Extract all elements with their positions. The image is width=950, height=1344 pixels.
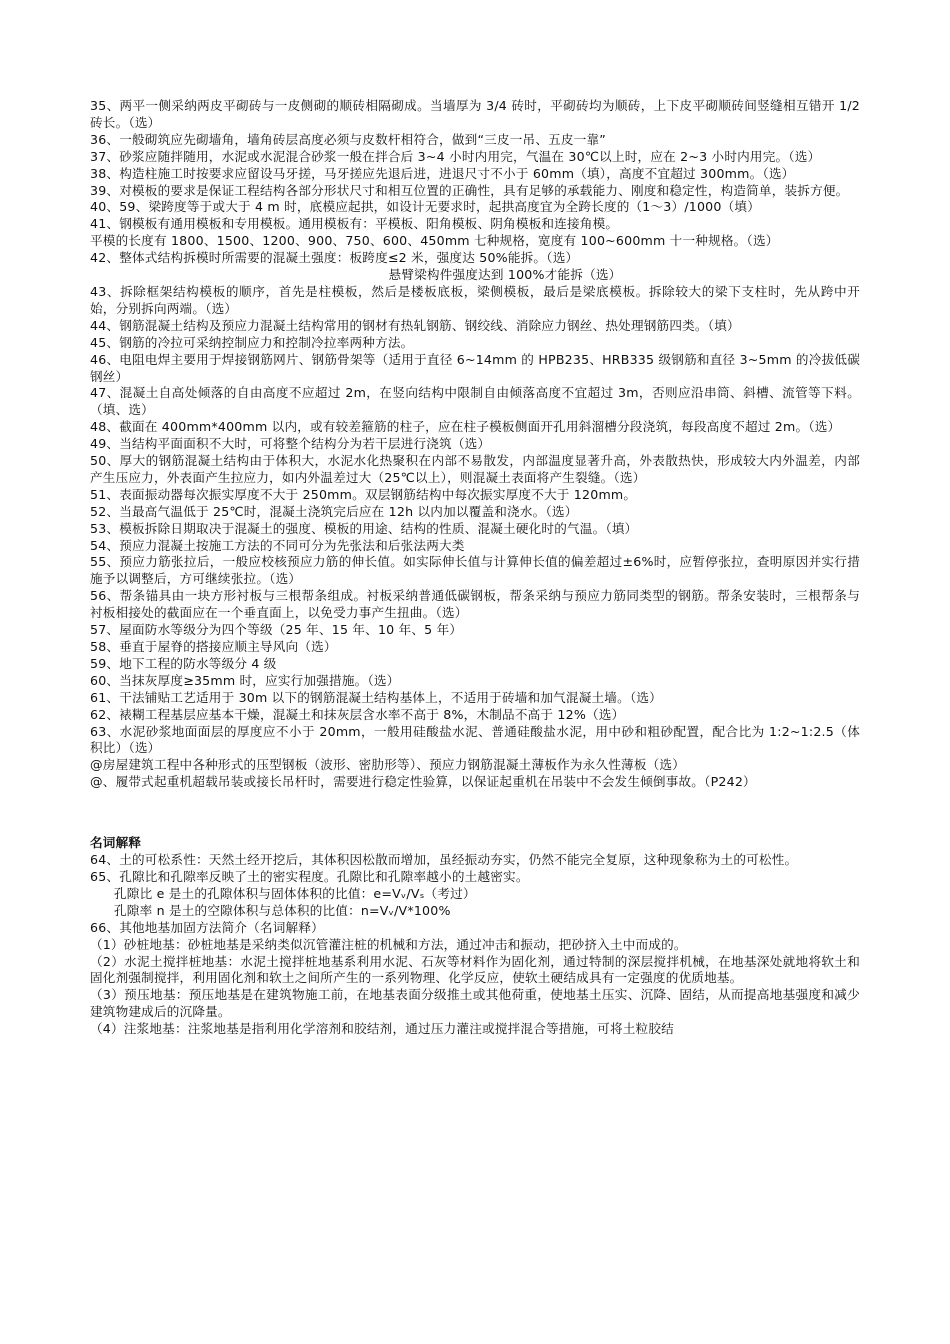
term-64: 64、土的可松系性：天然土经开挖后，其体积因松散而增加，虽经振动夯实，仍然不能完全复原，这种现象称为土的可松性。 xyxy=(90,852,798,868)
term-66-3: （3）预压地基：预压地基是在建筑物施工前，在地基表面分级推土或其他荷重，使地基土压实、沉降、固结，从而提高地基强度和减少建筑物建成后的沉降量。 xyxy=(90,987,860,1020)
item-42-cantilever: 悬臂梁构件强度达到 100%才能拆（选） xyxy=(388,267,622,283)
item-58: 58、垂直于屋脊的搭接应顺主导风向（选） xyxy=(90,639,337,654)
item-41-sizes: 平模的长度有 1800、1500、1200、900、750、600、450mm 七种规格，宽度有 100~600mm 十一种规格。（选） xyxy=(90,233,779,249)
term-65: 65、孔隙比和孔隙率反映了土的密实程度。孔隙比和孔隙率越小的土越密实。 xyxy=(90,868,529,884)
item-60: 60、当抹灰厚度≥35mm 时，应实行加强措施。（选） xyxy=(90,672,400,688)
term-66-1: （1）砂桩地基：砂桩地基是采纳类似沉管灌注桩的机械和方法，通过冲击和振动，把砂挤入土中而成的。 xyxy=(90,936,687,952)
section-gap xyxy=(90,791,860,835)
item-42: 42、整体式结构拆模时所需要的混凝土强度：板跨度≤2 米，强度达 50%能拆。（选） xyxy=(90,250,579,266)
item-38: 38、构造柱施工时按要求应留设马牙搓，马牙搓应先退后进，进退尺寸不小于 60mm（填），高度不宜超过 300mm。（选） xyxy=(90,165,795,181)
item-36: 36、一般砌筑应先砌墙角，墙角砖层高度必须与皮数杆相符合，做到“三皮一吊、五皮一靠” xyxy=(90,131,607,147)
item-46: 46、电阻电焊主要用于焊接钢筋网片、钢筋骨架等（适用于直径 6~14mm 的 HPB235、HRB335 级钢筋和直径 3~5mm 的冷拔低碳钢丝） xyxy=(90,351,860,384)
item-56: 56、帮条锚具由一块方形衬板与三根帮条组成。衬板采纳普通低碳钢板，帮条采纳与预应力筋同类型的钢筋。帮条安装时，三根帮条与衬板相接处的截面应在一个垂直面上，以免受力事产生扭曲。（选） xyxy=(90,588,860,621)
item-43: 43、拆除框架结构模板的顺序，首先是柱模板，然后是楼板底板，梁侧模板，最后是梁底模板。拆除较大的梁下支柱时，先从跨中开始，分别拆向两端。（选） xyxy=(90,283,860,316)
item-51: 51、表面振动器每次振实厚度不大于 250mm。双层钢筋结构中每次振实厚度不大于 120mm。 xyxy=(90,486,637,502)
term-66-4: （4）注浆地基：注浆地基是指利用化学溶剂和胶结剂，通过压力灌注或搅拌混合等措施，可将土粒胶结 xyxy=(90,1021,674,1037)
item-at-2: @、履带式起重机超载吊装或接长吊杆时，需要进行稳定性验算，以保证起重机在吊装中不会发生倾倒事故。（P242） xyxy=(90,774,756,790)
section-title: 名词解释 xyxy=(90,835,142,851)
item-44: 44、钢筋混凝土结构及预应力混凝土结构常用的钢材有热轧钢筋、钢绞线、消除应力钢丝、热处理钢筋四类。（填） xyxy=(90,317,740,333)
item-52: 52、当最高气温低于 25℃时，混凝土浇筑完后应在 12h 以内加以覆盖和浇水。（选） xyxy=(90,503,578,519)
item-39: 39、对模板的要求是保证工程结构各部分形状尺寸和相互位置的正确性，具有足够的承载能力、刚度和稳定性，构造简单，装拆方便。 xyxy=(90,182,849,198)
term-66: 66、其他地基加固方法简介（名词解释） xyxy=(90,919,324,935)
item-35: 35、两平一侧采纳两皮平砌砖与一皮侧砌的顺砖相隔砌成。当墙厚为 3/4 砖时，平砌砖均为顺砖，上下皮平砌顺砖间竖缝相互错开 1/2 砖长。（选） xyxy=(90,98,860,130)
item-45: 45、钢筋的冷拉可采纳控制应力和控制冷拉率两种方法。 xyxy=(90,334,414,350)
term-65-porosity: 孔隙率 n 是土的空隙体积与总体积的比值：n=Vᵥ/V*100% xyxy=(114,902,451,918)
item-61: 61、干法铺贴工艺适用于 30m 以下的钢筋混凝土结构基体上，不适用于砖墙和加气混凝土墙。（选） xyxy=(90,689,662,705)
document-page xyxy=(90,98,860,1038)
item-50: 50、厚大的钢筋混凝土结构由于体积大，水泥水化热聚积在内部不易散发，内部温度显著升高，外表散热快，形成较大内外温差，内部产生压应力，外表面产生拉应力，如内外温差过大（25℃以上），则混凝土表面将产生裂缝。（选） xyxy=(90,453,860,485)
term-65-void-ratio: 孔隙比 e 是土的孔隙体积与固体体积的比值：e=Vᵥ/Vₛ（考过） xyxy=(114,885,476,901)
item-49: 49、当结构平面面积不大时，可将整个结构分为若干层进行浇筑（选） xyxy=(90,436,491,452)
item-55: 55、预应力筋张拉后，一般应校核预应力筋的伸长值。如实际伸长值与计算伸长值的偏差超过±6%时，应暂停张拉，查明原因并实行措施予以调整后，方可继续张拉。（选） xyxy=(90,554,860,587)
item-40: 40、59、梁跨度等于或大于 4 m 时，底模应起拱，如设计无要求时，起拱高度宜为全跨长度的（1～3）/1000（填） xyxy=(90,199,760,215)
item-57: 57、屋面防水等级分为四个等级（25 年、15 年、10 年、5 年） xyxy=(90,622,463,638)
item-37: 37、砂浆应随拌随用，水泥或水泥混合砂浆一般在拌合后 3~4 小时内用完，气温在 30℃以上时，应在 2~3 小时内用完。（选） xyxy=(90,148,821,164)
item-59: 59、地下工程的防水等级分 4 级 xyxy=(90,655,277,671)
item-54: 54、预应力混凝土按施工方法的不同可分为先张法和后张法两大类 xyxy=(90,537,465,553)
item-41: 41、钢模板有通用模板和专用模板。通用模板有：平模板、阳角模板、阴角模板和连接角模。 xyxy=(90,216,619,232)
item-62: 62、裱糊工程基层应基本干燥，混凝土和抹灰层含水率不高于 8%，木制品不高于 12%（选） xyxy=(90,706,625,722)
item-63: 63、水泥砂浆地面面层的厚度应不小于 20mm，一般用硅酸盐水泥、普通硅酸盐水泥，用中砂和粗砂配置，配合比为 1:2~1:2.5（体积比）（选） xyxy=(90,723,860,756)
term-66-2: （2）水泥土搅拌桩地基：水泥土搅拌桩地基系利用水泥、石灰等材料作为固化剂，通过特制的深层搅拌机械，在地基深处就地将软土和固化剂强制搅拌，利用固化剂和软土之间所产生的一系列物理、化学反应，使软土硬结成具有一定强度的优质地基。 xyxy=(90,953,860,986)
item-47: 47、混凝土自高处倾落的自由高度不应超过 2m，在竖向结构中限制自由倾落高度不宜超过 3m，否则应沿串筒、斜槽、流管等下料。（填、选） xyxy=(90,385,860,418)
item-53: 53、模板拆除日期取决于混凝土的强度、模板的用途、结构的性质、混凝土硬化时的气温。（填） xyxy=(90,520,638,536)
item-at-1: @房屋建筑工程中各种形式的压型钢板（波形、密肋形等）、预应力钢筋混凝土薄板作为永久性薄板（选） xyxy=(90,757,686,773)
item-48: 48、截面在 400mm*400mm 以内，或有较差箍筋的柱子，应在柱子模板侧面开孔用斜溜槽分段浇筑，每段高度不超过 2m。（选） xyxy=(90,419,841,435)
